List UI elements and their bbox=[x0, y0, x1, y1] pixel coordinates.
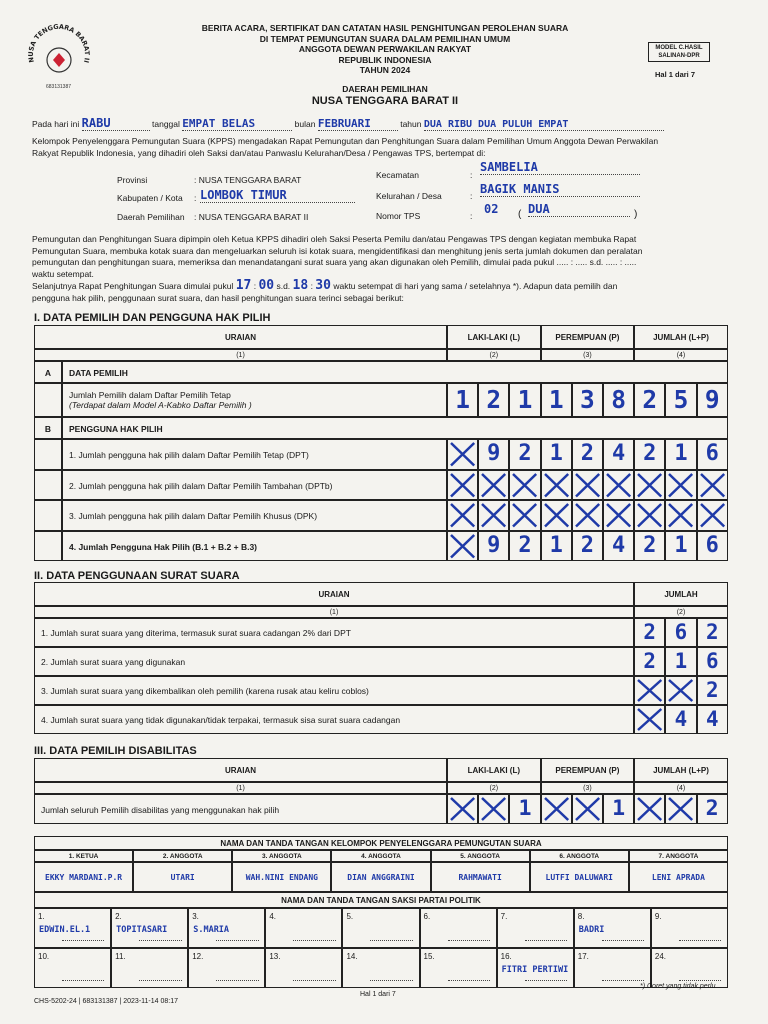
digit-box bbox=[665, 705, 696, 734]
kpps-role: 1. KETUA bbox=[34, 850, 133, 862]
document-title bbox=[150, 23, 620, 76]
intro-text-1: Kelompok Penyelenggara Pemungutan Suara (KPPS) mengadakan Rapat Pemungutan dan Penghitungan Suara dalam Pemilihan Umum Anggota Dewan Perwakilan bbox=[32, 136, 659, 146]
digit-box bbox=[509, 794, 540, 824]
para-start: Selanjutnya Rapat Penghitungan Suara dimulai pukul bbox=[32, 281, 234, 291]
tanggal-label: tanggal bbox=[152, 119, 180, 129]
para-end: waktu setempat di hari yang sama / setelahnya *). Adapun data pemilih dan bbox=[333, 281, 618, 291]
digit-value: 2 bbox=[580, 532, 594, 558]
saksi-number: 24. bbox=[654, 952, 666, 961]
digit-box bbox=[634, 439, 665, 470]
digit-box bbox=[665, 531, 696, 562]
tps-number: 02 bbox=[484, 202, 499, 216]
digit-value: 9 bbox=[487, 441, 501, 466]
kpps-role: 5. ANGGOTA bbox=[431, 850, 530, 862]
row-label: 3. Jumlah surat suara yang dikembalikan oleh pemilih (karena rusak atau keliru coblos) bbox=[34, 676, 634, 705]
tps-label: Nomor TPS bbox=[376, 211, 421, 221]
tanggal-field: EMPAT BELAS bbox=[182, 117, 292, 131]
title-line: BERITA ACARA, SERTIFIKAT DAN CATATAN HASIL PENGHITUNGAN PEROLEHAN SUARA bbox=[201, 23, 569, 33]
svg-text:683131387: 683131387 bbox=[46, 84, 72, 90]
saksi-name: S.MARIA bbox=[193, 925, 230, 935]
col-header: JUMLAH (L+P) bbox=[634, 758, 728, 782]
saksi-signature-line bbox=[62, 979, 104, 981]
crossed-box bbox=[447, 794, 478, 824]
crossed-box bbox=[665, 794, 696, 824]
crossed-box bbox=[509, 470, 540, 501]
saksi-number: 2. bbox=[115, 912, 122, 921]
col-number: (2) bbox=[634, 606, 728, 618]
digit-box bbox=[572, 439, 603, 470]
kabupaten-label: Kabupaten / Kota bbox=[117, 193, 183, 203]
digit-value: 2 bbox=[643, 441, 657, 466]
saksi-signature-line bbox=[679, 979, 721, 981]
svg-text:NUSA TENGGARA BARAT II: NUSA TENGGARA BARAT II bbox=[26, 22, 92, 64]
hari-field: RABU bbox=[82, 116, 150, 131]
digit-box bbox=[665, 439, 696, 470]
row-letter: B bbox=[34, 417, 62, 439]
section1-title: I. DATA PEMILIH DAN PENGGUNA HAK PILIH bbox=[34, 312, 271, 324]
saksi-signature-line bbox=[525, 979, 567, 981]
row-letter-blank bbox=[34, 470, 62, 501]
intro-text-2: Rakyat Republik Indonesia, yang dihadiri oleh Saksi dan/atau Panwaslu Kelurahan/Desa / Pengawas TPS, bertempat di: bbox=[32, 148, 486, 158]
crossed-box bbox=[634, 705, 665, 734]
crossed-box bbox=[665, 470, 696, 501]
title-line: DI TEMPAT PEMUNGUTAN SUARA DALAM PEMILIHAN UMUM bbox=[259, 33, 511, 44]
saksi-cell bbox=[420, 948, 497, 988]
saksi-cell bbox=[34, 908, 111, 948]
row-label: 4. Jumlah surat suara yang tidak digunakan/tidak terpakai, termasuk sisa surat suara cadangan bbox=[34, 705, 634, 734]
saksi-signature-line bbox=[216, 979, 258, 981]
kecamatan-label: Kecamatan bbox=[376, 170, 419, 180]
jam-selesai-h: 18 bbox=[292, 278, 309, 293]
saksi-signature-line bbox=[139, 979, 181, 981]
digit-value: 1 bbox=[674, 441, 688, 466]
digit-value: 2 bbox=[643, 620, 656, 644]
col-number: (4) bbox=[634, 349, 728, 361]
digit-box bbox=[541, 383, 572, 417]
tps-text: DUA bbox=[528, 202, 630, 217]
kecamatan-colon: : bbox=[470, 170, 473, 180]
kpps-name: DIAN ANGGRAINI bbox=[331, 862, 430, 892]
section2-table bbox=[34, 582, 728, 734]
col-number: (2) bbox=[447, 782, 541, 794]
intro-line bbox=[32, 116, 732, 132]
digit-value: 1 bbox=[549, 441, 563, 466]
digit-value: 2 bbox=[518, 532, 532, 558]
digit-value: 1 bbox=[548, 385, 564, 414]
digit-value: 1 bbox=[549, 532, 563, 558]
col-number: (1) bbox=[34, 606, 634, 618]
crossed-box bbox=[634, 676, 665, 705]
digit-value: 4 bbox=[705, 707, 719, 731]
digit-box bbox=[541, 531, 572, 562]
saksi-number: 12. bbox=[192, 952, 204, 961]
section2-title: II. DATA PENGGUNAAN SURAT SUARA bbox=[34, 570, 240, 582]
col-number: (4) bbox=[634, 782, 728, 794]
saksi-number: 7. bbox=[500, 912, 508, 921]
crossed-box bbox=[541, 794, 572, 824]
crossed-box bbox=[572, 470, 603, 501]
digit-value: 5 bbox=[673, 385, 689, 414]
saksi-number: 8. bbox=[577, 912, 585, 921]
digit-box bbox=[634, 383, 665, 417]
row-label: 4. Jumlah Pengguna Hak Pilih (B.1 + B.2 + B.3) bbox=[62, 531, 447, 562]
crossed-box bbox=[634, 500, 665, 531]
digit-box bbox=[697, 383, 728, 417]
col-uraian-header: URAIAN bbox=[34, 758, 447, 782]
kpps-name: WAH.NINI ENDANG bbox=[232, 862, 331, 892]
para-line: waktu setempat. bbox=[32, 268, 94, 279]
saksi-signature-line bbox=[139, 939, 181, 941]
digit-box bbox=[603, 794, 634, 824]
crossed-box bbox=[665, 676, 696, 705]
saksi-signature-line bbox=[448, 979, 490, 981]
digit-value: 1 bbox=[455, 385, 470, 414]
saksi-signature-line bbox=[679, 939, 721, 941]
section3-table bbox=[34, 758, 728, 824]
saksi-name: BADRI bbox=[578, 925, 605, 935]
row-letter-blank bbox=[34, 439, 62, 470]
kpps-name: LENI APRADA bbox=[629, 862, 728, 892]
row-letter: A bbox=[34, 361, 62, 383]
saksi-number: 9. bbox=[654, 912, 662, 921]
para-line: pemungutan dan penghitungan suara, memeriksa dan menandatangani surat suara yang akan digunakan oleh Pemilih, dimulai pada pukul ..... : ..... s.d. ..... : ..... bbox=[32, 257, 637, 267]
col-uraian-header: URAIAN bbox=[34, 325, 447, 349]
col-header: LAKI-LAKI (L) bbox=[447, 758, 541, 782]
crossed-box bbox=[447, 439, 478, 470]
saksi-signature-line bbox=[370, 939, 412, 941]
crossed-box bbox=[541, 500, 572, 531]
saksi-signature-line bbox=[525, 939, 567, 941]
footer-code: CHS-5202-24 | 683131387 | 2023-11-14 08:17 bbox=[34, 998, 179, 1005]
digit-box bbox=[697, 676, 728, 705]
crossed-box bbox=[603, 500, 634, 531]
crossed-box bbox=[478, 470, 509, 501]
row-title: DATA PEMILIH bbox=[62, 361, 728, 383]
kelurahan-colon: : bbox=[470, 191, 473, 201]
kelurahan-label: Kelurahan / Desa bbox=[376, 191, 442, 201]
bulan-field: FEBRUARI bbox=[318, 117, 398, 131]
digit-value: 2 bbox=[643, 532, 657, 558]
digit-box bbox=[697, 705, 728, 734]
kpps-title: NAMA DAN TANDA TANGAN KELOMPOK PENYELENGGARA PEMUNGUTAN SUARA bbox=[34, 836, 728, 850]
row-label bbox=[62, 383, 447, 417]
saksi-signature-line bbox=[448, 939, 490, 941]
digit-value: 2 bbox=[705, 620, 719, 644]
saksi-cell bbox=[651, 908, 728, 948]
saksi-number: 14. bbox=[346, 952, 358, 961]
saksi-number: 6. bbox=[423, 912, 431, 921]
col-number: (1) bbox=[34, 782, 447, 794]
digit-box bbox=[634, 618, 665, 647]
saksi-cell bbox=[188, 908, 265, 948]
para-line: Pemungutan dan Penghitungan Suara dipimpin oleh Ketua KPPS dihadiri oleh Saksi Peserta Pemilu dan/atau Pengawas TPS dengan kegiatan membuka Rapat bbox=[32, 234, 637, 244]
para-line: Pemungutan Suara, membuka kotak suara dan mengeluarkan seluruh isi kotak suara, mengidentifikasi dan menghitung jenis serta jumlah dokumen dan peralatan bbox=[32, 245, 643, 256]
digit-box bbox=[665, 647, 696, 676]
row-label: 1. Jumlah pengguna hak pilih dalam Daftar Pemilih Tetap (DPT) bbox=[62, 439, 447, 470]
label-line: Jumlah Pemilih dalam Daftar Pemilih Tetap bbox=[69, 390, 231, 400]
saksi-cell bbox=[420, 908, 497, 948]
saksi-number: 5. bbox=[346, 912, 354, 921]
row-label: 2. Jumlah surat suara yang digunakan bbox=[34, 647, 634, 676]
col-uraian-header: URAIAN bbox=[34, 582, 634, 606]
title-line: TAHUN 2024 bbox=[359, 65, 411, 75]
digit-box bbox=[603, 439, 634, 470]
saksi-cell bbox=[497, 908, 574, 948]
col-header: PEREMPUAN (P) bbox=[541, 758, 635, 782]
digit-box bbox=[478, 531, 509, 562]
jam-mulai-m: 00 bbox=[258, 278, 275, 293]
dapil-value: : NUSA TENGGARA BARAT II bbox=[194, 212, 309, 222]
crossed-box bbox=[447, 531, 478, 562]
col-number: (3) bbox=[541, 349, 635, 361]
crossed-box bbox=[572, 500, 603, 531]
saksi-number: 3. bbox=[192, 912, 199, 921]
crossed-box bbox=[509, 500, 540, 531]
row-letter-blank bbox=[34, 383, 62, 417]
daerah-label: DAERAH PEMILIHAN bbox=[342, 84, 428, 94]
col-header: PEREMPUAN (P) bbox=[541, 325, 635, 349]
kpu-seal bbox=[24, 20, 94, 90]
col-number: (1) bbox=[34, 349, 447, 361]
digit-box bbox=[478, 439, 509, 470]
title-line: ANGGOTA DEWAN PERWAKILAN RAKYAT bbox=[298, 44, 472, 54]
digit-value: 1 bbox=[674, 532, 688, 558]
model-line: MODEL C.HASIL bbox=[655, 45, 703, 51]
footer-page: Hal 1 dari 7 bbox=[360, 991, 396, 998]
saksi-cell bbox=[265, 908, 342, 948]
row-letter-blank bbox=[34, 500, 62, 531]
crossed-box bbox=[447, 500, 478, 531]
kpps-name: RAHMAWATI bbox=[431, 862, 530, 892]
digit-value: 9 bbox=[487, 532, 501, 558]
digit-value: 4 bbox=[611, 532, 626, 558]
kelurahan-value: BAGIK MANIS bbox=[480, 182, 640, 197]
saksi-cell bbox=[265, 948, 342, 988]
digit-box bbox=[697, 439, 728, 470]
saksi-cell bbox=[342, 908, 419, 948]
col-header: JUMLAH bbox=[634, 582, 728, 606]
digit-box bbox=[603, 531, 634, 562]
digit-value: 1 bbox=[518, 796, 532, 821]
digit-value: 9 bbox=[704, 385, 720, 414]
crossed-box bbox=[572, 794, 603, 824]
digit-value: 6 bbox=[705, 532, 719, 558]
digit-value: 2 bbox=[580, 441, 594, 466]
digit-value: 8 bbox=[611, 385, 626, 414]
digit-value: 2 bbox=[642, 385, 658, 414]
pada-hari-ini-label: Pada hari ini bbox=[32, 119, 80, 129]
digit-value: 6 bbox=[674, 620, 688, 644]
saksi-title: NAMA DAN TANDA TANGAN SAKSI PARTAI POLITIK bbox=[34, 892, 728, 908]
row-title: PENGGUNA HAK PILIH bbox=[62, 417, 728, 439]
saksi-cell bbox=[111, 908, 188, 948]
model-line: SALINAN-DPR bbox=[658, 53, 700, 59]
row-label: 3. Jumlah pengguna hak pilih dalam Daftar Pemilih Khusus (DPK) bbox=[62, 500, 447, 531]
saksi-number: 13. bbox=[269, 952, 281, 961]
digit-value: 2 bbox=[705, 796, 719, 821]
crossed-box bbox=[447, 470, 478, 501]
saksi-cell bbox=[188, 948, 265, 988]
daerah-name: NUSA TENGGARA BARAT II bbox=[311, 95, 459, 107]
digit-box bbox=[697, 618, 728, 647]
saksi-number: 16. bbox=[500, 952, 512, 961]
digit-value: 6 bbox=[705, 649, 719, 673]
section1-table bbox=[34, 325, 728, 561]
saksi-name: FITRI PERTIWI bbox=[501, 965, 569, 975]
digit-value: 6 bbox=[705, 441, 719, 466]
digit-value: 3 bbox=[580, 385, 595, 414]
saksi-signature-line bbox=[602, 979, 644, 981]
label-line: (Terdapat dalam Model A-Kabko Daftar Pemilih ) bbox=[69, 400, 252, 410]
kpps-name: EKKY MARDANI.P.R bbox=[34, 862, 133, 892]
row-letter-blank bbox=[34, 531, 62, 562]
footer-note: *) Coret yang tidak perlu bbox=[640, 983, 716, 990]
digit-value: 4 bbox=[674, 707, 688, 731]
digit-box bbox=[634, 531, 665, 562]
saksi-number: 15. bbox=[423, 952, 435, 961]
digit-box bbox=[697, 647, 728, 676]
saksi-number: 4. bbox=[269, 912, 276, 921]
digit-value: 1 bbox=[612, 796, 626, 821]
dapil-label: Daerah Pemilihan bbox=[117, 212, 185, 222]
digit-box bbox=[572, 383, 603, 417]
kpps-name: LUTFI DALUWARI bbox=[530, 862, 629, 892]
crossed-box bbox=[603, 470, 634, 501]
kpps-role: 6. ANGGOTA bbox=[530, 850, 629, 862]
saksi-number: 17. bbox=[577, 952, 589, 961]
title-line: REPUBLIK INDONESIA bbox=[338, 54, 432, 65]
crossed-box bbox=[697, 500, 728, 531]
paragraph bbox=[32, 234, 744, 304]
digit-value: 2 bbox=[643, 649, 656, 673]
digit-value: 1 bbox=[517, 385, 533, 414]
crossed-box bbox=[541, 470, 572, 501]
saksi-signature-line bbox=[62, 939, 104, 941]
digit-box bbox=[697, 531, 728, 562]
digit-box bbox=[572, 531, 603, 562]
digit-box bbox=[447, 383, 478, 417]
saksi-name: EDWIN.EL.1 bbox=[39, 925, 91, 935]
tahun-field: DUA RIBU DUA PULUH EMPAT bbox=[424, 119, 664, 131]
digit-value: 1 bbox=[674, 649, 688, 673]
crossed-box bbox=[634, 794, 665, 824]
signature-table bbox=[34, 836, 728, 988]
kpps-name: UTARI bbox=[133, 862, 232, 892]
tps-paren-close: ) bbox=[634, 209, 638, 220]
digit-box bbox=[509, 383, 540, 417]
saksi-number: 10. bbox=[38, 952, 50, 961]
tahun-label: tahun bbox=[400, 119, 422, 129]
saksi-cell bbox=[497, 948, 574, 988]
saksi-signature-line bbox=[293, 979, 335, 981]
row-label: 2. Jumlah pengguna hak pilih dalam Daftar Pemilih Tambahan (DPTb) bbox=[62, 470, 447, 501]
jam-mulai-h: 17 bbox=[235, 278, 252, 293]
saksi-cell bbox=[651, 948, 728, 988]
row-label: 1. Jumlah surat suara yang diterima, termasuk surat suara cadangan 2% dari DPT bbox=[34, 618, 634, 647]
col-header: JUMLAH (L+P) bbox=[634, 325, 728, 349]
digit-value: 2 bbox=[486, 385, 502, 414]
saksi-signature-line bbox=[216, 939, 258, 941]
provinsi-label: Provinsi bbox=[117, 175, 148, 185]
saksi-signature-line bbox=[293, 939, 335, 941]
digit-box bbox=[665, 383, 696, 417]
col-number: (2) bbox=[447, 349, 541, 361]
kpps-role: 7. ANGGOTA bbox=[629, 850, 728, 862]
row-label: Jumlah seluruh Pemilih disabilitas yang menggunakan hak pilih bbox=[34, 794, 447, 824]
kpps-role: 2. ANGGOTA bbox=[133, 850, 232, 862]
crossed-box bbox=[665, 500, 696, 531]
digit-box bbox=[509, 531, 540, 562]
kpps-role: 3. ANGGOTA bbox=[232, 850, 331, 862]
section3-title: III. DATA PEMILIH DISABILITAS bbox=[34, 745, 197, 757]
para-line: pengguna hak pilih, penggunaan surat suara, dan hasil penghitungan suara terinci sebagai berikut: bbox=[32, 292, 404, 303]
col-header: LAKI-LAKI (L) bbox=[447, 325, 541, 349]
tps-colon: : bbox=[470, 211, 473, 221]
crossed-box bbox=[478, 794, 509, 824]
kpps-role: 4. ANGGOTA bbox=[331, 850, 430, 862]
saksi-signature-line bbox=[602, 939, 644, 941]
crossed-box bbox=[478, 500, 509, 531]
page-label-top: Hal 1 dari 7 bbox=[655, 70, 696, 79]
provinsi-value: : NUSA TENGGARA BARAT bbox=[194, 175, 302, 185]
tps-paren-open: ( bbox=[518, 209, 522, 220]
digit-value: 2 bbox=[518, 441, 532, 466]
digit-box bbox=[509, 439, 540, 470]
digit-box bbox=[603, 383, 634, 417]
digit-value: 2 bbox=[705, 678, 719, 702]
saksi-name: TOPITASARI bbox=[116, 925, 168, 935]
crossed-box bbox=[634, 470, 665, 501]
para-line: Selanjutnya Rapat Penghitungan Suara dimulai pukul 17 : 00 s.d. 18 : 30 waktu setempat di hari yang sama / setelahnya *). Adapun data pemilih dan bbox=[32, 278, 618, 293]
digit-box bbox=[665, 618, 696, 647]
saksi-cell bbox=[342, 948, 419, 988]
crossed-box bbox=[697, 470, 728, 501]
saksi-cell bbox=[34, 948, 111, 988]
jam-selesai-m: 30 bbox=[315, 278, 331, 293]
saksi-cell bbox=[574, 948, 651, 988]
sd-label: s.d. bbox=[276, 281, 291, 291]
saksi-cell bbox=[111, 948, 188, 988]
digit-box bbox=[478, 383, 509, 417]
saksi-signature-line bbox=[370, 979, 412, 981]
digit-value: 4 bbox=[611, 441, 626, 466]
digit-box bbox=[634, 647, 665, 676]
digit-box bbox=[697, 794, 728, 824]
col-number: (3) bbox=[541, 782, 635, 794]
saksi-number: 11. bbox=[115, 952, 126, 961]
model-box bbox=[648, 42, 710, 62]
digit-box bbox=[541, 439, 572, 470]
kecamatan-value: SAMBELIA bbox=[480, 160, 640, 175]
saksi-cell bbox=[574, 908, 651, 948]
bulan-label: bulan bbox=[294, 119, 316, 129]
saksi-number: 1. bbox=[38, 912, 45, 921]
kabupaten-value: LOMBOK TIMUR bbox=[200, 188, 355, 203]
kabupaten-colon: : bbox=[194, 193, 197, 203]
